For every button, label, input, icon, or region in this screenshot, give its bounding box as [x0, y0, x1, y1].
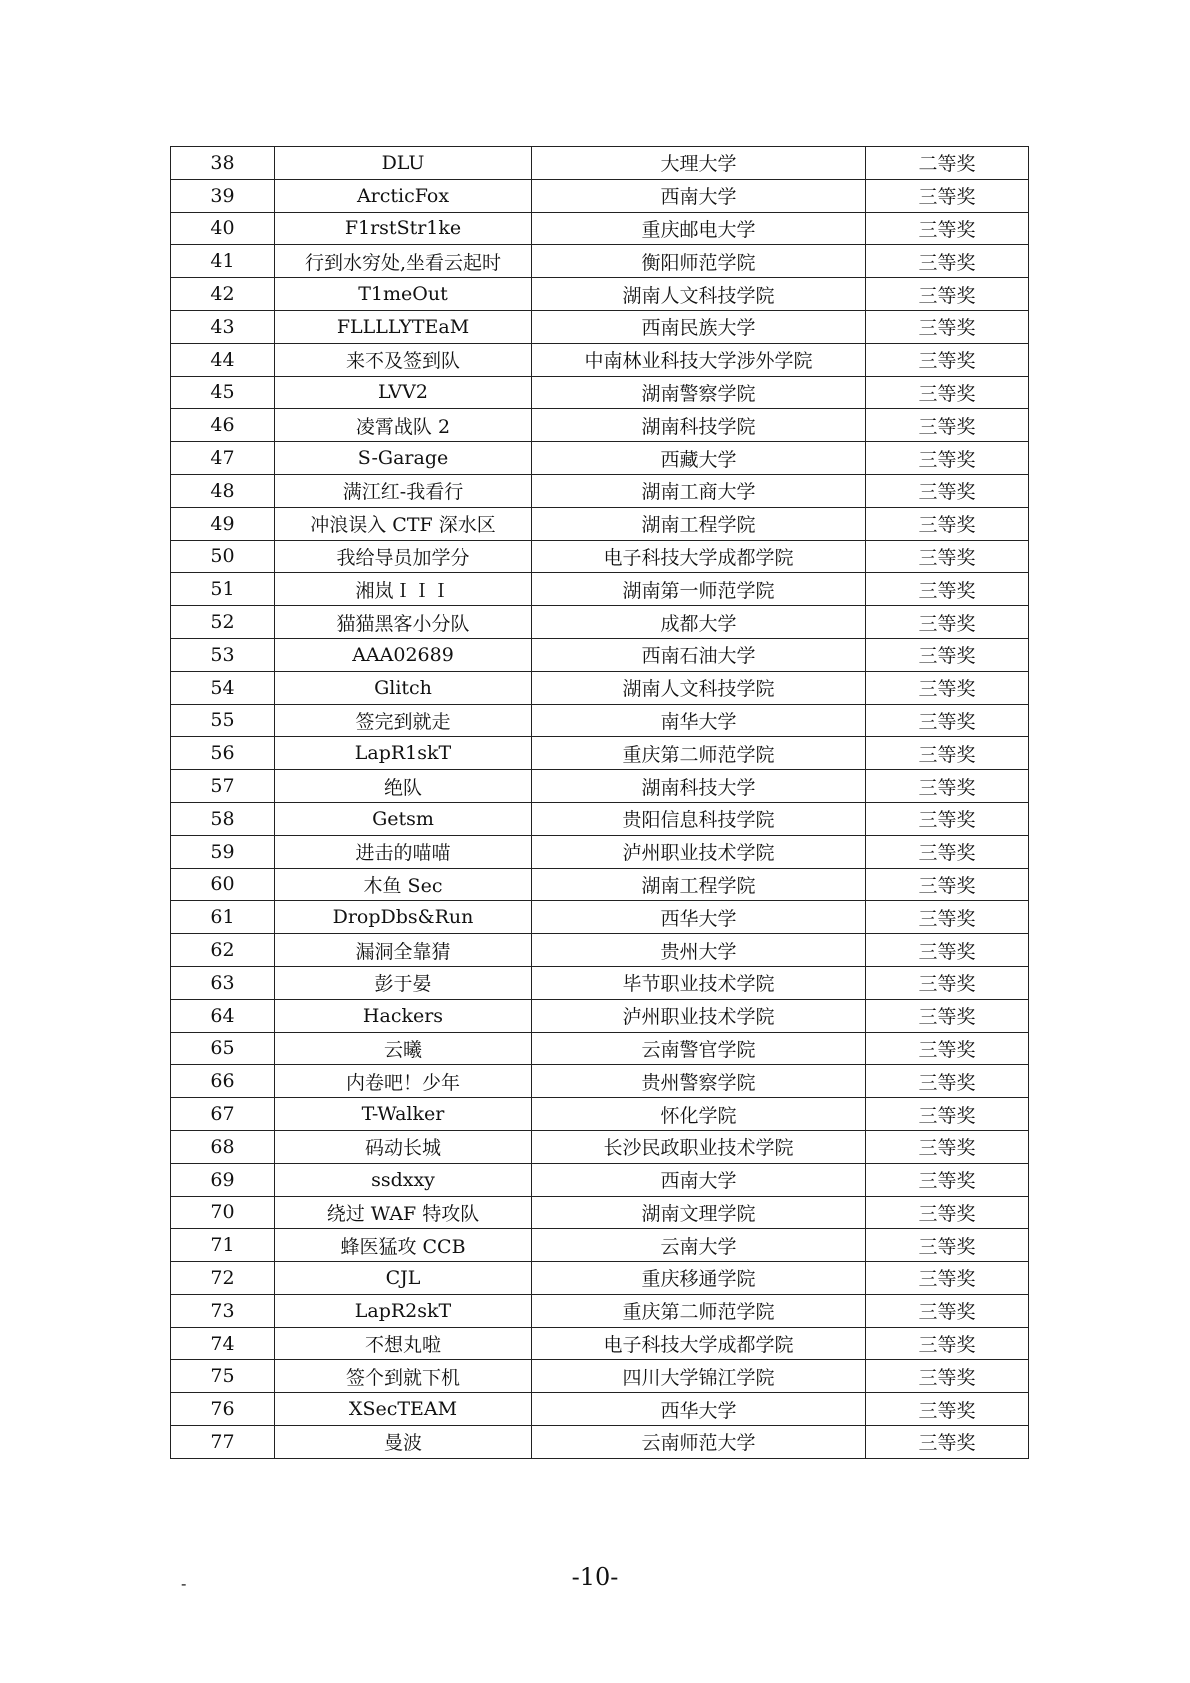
- school-cell: 四川大学锦江学院: [532, 1360, 866, 1393]
- school-cell: 湖南工程学院: [532, 507, 866, 540]
- row-number-cell: 67: [171, 1098, 275, 1131]
- table-row: [171, 1327, 1029, 1360]
- row-number-cell: 63: [171, 966, 275, 999]
- award-cell: 二等奖: [866, 147, 1029, 180]
- school-cell: 西华大学: [532, 901, 866, 934]
- table-row: [171, 343, 1029, 376]
- award-cell: 三等奖: [866, 901, 1029, 934]
- school-cell: 湖南工商大学: [532, 474, 866, 507]
- award-cell: 三等奖: [866, 1360, 1029, 1393]
- table-row: [171, 638, 1029, 671]
- award-table-body: [171, 147, 1029, 1459]
- row-number-cell: 56: [171, 737, 275, 770]
- school-cell: 贵州大学: [532, 934, 866, 967]
- award-cell: 三等奖: [866, 1327, 1029, 1360]
- table-row: [171, 1360, 1029, 1393]
- school-cell: 重庆第二师范学院: [532, 737, 866, 770]
- award-cell: 三等奖: [866, 638, 1029, 671]
- award-cell: 三等奖: [866, 507, 1029, 540]
- team-name-cell: Hackers: [275, 999, 532, 1032]
- table-row: [171, 835, 1029, 868]
- award-cell: 三等奖: [866, 606, 1029, 639]
- school-cell: 衡阳师范学院: [532, 245, 866, 278]
- row-number-cell: 70: [171, 1196, 275, 1229]
- team-name-cell: 行到水穷处,坐看云起时: [275, 245, 532, 278]
- award-cell: 三等奖: [866, 1229, 1029, 1262]
- row-number-cell: 40: [171, 212, 275, 245]
- row-number-cell: 68: [171, 1130, 275, 1163]
- row-number-cell: 60: [171, 868, 275, 901]
- team-name-cell: 湘岚ＩＩＩ: [275, 573, 532, 606]
- table-row: [171, 1065, 1029, 1098]
- row-number-cell: 50: [171, 540, 275, 573]
- award-cell: 三等奖: [866, 737, 1029, 770]
- school-cell: 湖南科技学院: [532, 409, 866, 442]
- team-name-cell: CJL: [275, 1262, 532, 1295]
- school-cell: 长沙民政职业技术学院: [532, 1130, 866, 1163]
- school-cell: 泸州职业技术学院: [532, 835, 866, 868]
- team-name-cell: S-Garage: [275, 442, 532, 475]
- team-name-cell: 签完到就走: [275, 704, 532, 737]
- team-name-cell: XSecTEAM: [275, 1393, 532, 1426]
- team-name-cell: 我给导员加学分: [275, 540, 532, 573]
- row-number-cell: 39: [171, 179, 275, 212]
- team-name-cell: 冲浪误入 CTF 深水区: [275, 507, 532, 540]
- row-number-cell: 57: [171, 770, 275, 803]
- school-cell: 电子科技大学成都学院: [532, 540, 866, 573]
- award-cell: 三等奖: [866, 179, 1029, 212]
- table-row: [171, 179, 1029, 212]
- team-name-cell: ssdxxy: [275, 1163, 532, 1196]
- table-row: [171, 1262, 1029, 1295]
- school-cell: 中南林业科技大学涉外学院: [532, 343, 866, 376]
- table-row: [171, 1426, 1029, 1459]
- team-name-cell: Getsm: [275, 802, 532, 835]
- award-cell: 三等奖: [866, 474, 1029, 507]
- school-cell: 重庆移通学院: [532, 1262, 866, 1295]
- award-cell: 三等奖: [866, 573, 1029, 606]
- table-row: [171, 147, 1029, 180]
- row-number-cell: 45: [171, 376, 275, 409]
- table-row: [171, 1229, 1029, 1262]
- team-name-cell: DropDbs&Run: [275, 901, 532, 934]
- award-cell: 三等奖: [866, 1262, 1029, 1295]
- team-name-cell: 来不及签到队: [275, 343, 532, 376]
- award-table: [170, 146, 1029, 1459]
- school-cell: 电子科技大学成都学院: [532, 1327, 866, 1360]
- row-number-cell: 43: [171, 310, 275, 343]
- school-cell: 贵阳信息科技学院: [532, 802, 866, 835]
- school-cell: 西南大学: [532, 1163, 866, 1196]
- team-name-cell: 不想丸啦: [275, 1327, 532, 1360]
- row-number-cell: 76: [171, 1393, 275, 1426]
- school-cell: 成都大学: [532, 606, 866, 639]
- table-row: [171, 802, 1029, 835]
- row-number-cell: 53: [171, 638, 275, 671]
- table-row: [171, 507, 1029, 540]
- team-name-cell: 签个到就下机: [275, 1360, 532, 1393]
- row-number-cell: 66: [171, 1065, 275, 1098]
- table-row: [171, 868, 1029, 901]
- row-number-cell: 77: [171, 1426, 275, 1459]
- team-name-cell: 绝队: [275, 770, 532, 803]
- row-number-cell: 47: [171, 442, 275, 475]
- team-name-cell: T-Walker: [275, 1098, 532, 1131]
- row-number-cell: 74: [171, 1327, 275, 1360]
- row-number-cell: 61: [171, 901, 275, 934]
- school-cell: 西华大学: [532, 1393, 866, 1426]
- table-row: [171, 737, 1029, 770]
- team-name-cell: 内卷吧！少年: [275, 1065, 532, 1098]
- table-row: [171, 704, 1029, 737]
- award-cell: 三等奖: [866, 1426, 1029, 1459]
- award-cell: 三等奖: [866, 999, 1029, 1032]
- team-name-cell: ArcticFox: [275, 179, 532, 212]
- school-cell: 云南师范大学: [532, 1426, 866, 1459]
- row-number-cell: 58: [171, 802, 275, 835]
- award-cell: 三等奖: [866, 868, 1029, 901]
- row-number-cell: 46: [171, 409, 275, 442]
- school-cell: 湖南警察学院: [532, 376, 866, 409]
- team-name-cell: 漏洞全靠猜: [275, 934, 532, 967]
- table-row: [171, 770, 1029, 803]
- table-row: [171, 901, 1029, 934]
- school-cell: 云南警官学院: [532, 1032, 866, 1065]
- table-row: [171, 540, 1029, 573]
- award-cell: 三等奖: [866, 1065, 1029, 1098]
- award-cell: 三等奖: [866, 770, 1029, 803]
- team-name-cell: LVV2: [275, 376, 532, 409]
- award-cell: 三等奖: [866, 376, 1029, 409]
- school-cell: 西南民族大学: [532, 310, 866, 343]
- page-number: -10-: [571, 1563, 619, 1591]
- award-cell: 三等奖: [866, 835, 1029, 868]
- table-row: [171, 212, 1029, 245]
- award-cell: 三等奖: [866, 966, 1029, 999]
- school-cell: 重庆第二师范学院: [532, 1294, 866, 1327]
- school-cell: 西藏大学: [532, 442, 866, 475]
- school-cell: 泸州职业技术学院: [532, 999, 866, 1032]
- row-number-cell: 52: [171, 606, 275, 639]
- row-number-cell: 73: [171, 1294, 275, 1327]
- team-name-cell: 蜂医猛攻 CCB: [275, 1229, 532, 1262]
- row-number-cell: 42: [171, 278, 275, 311]
- row-number-cell: 51: [171, 573, 275, 606]
- table-row: [171, 1196, 1029, 1229]
- team-name-cell: F1rstStr1ke: [275, 212, 532, 245]
- award-cell: 三等奖: [866, 934, 1029, 967]
- table-row: [171, 1163, 1029, 1196]
- team-name-cell: 凌霄战队 2: [275, 409, 532, 442]
- award-cell: 三等奖: [866, 1294, 1029, 1327]
- award-cell: 三等奖: [866, 278, 1029, 311]
- award-cell: 三等奖: [866, 212, 1029, 245]
- footer-mark: -: [181, 1574, 187, 1593]
- award-cell: 三等奖: [866, 540, 1029, 573]
- award-cell: 三等奖: [866, 1032, 1029, 1065]
- table-row: [171, 1098, 1029, 1131]
- school-cell: 湖南第一师范学院: [532, 573, 866, 606]
- award-cell: 三等奖: [866, 1163, 1029, 1196]
- school-cell: 贵州警察学院: [532, 1065, 866, 1098]
- team-name-cell: 曼波: [275, 1426, 532, 1459]
- team-name-cell: T1meOut: [275, 278, 532, 311]
- row-number-cell: 44: [171, 343, 275, 376]
- team-name-cell: 码动长城: [275, 1130, 532, 1163]
- table-row: [171, 966, 1029, 999]
- team-name-cell: 云曦: [275, 1032, 532, 1065]
- row-number-cell: 54: [171, 671, 275, 704]
- school-cell: 湖南工程学院: [532, 868, 866, 901]
- school-cell: 湖南文理学院: [532, 1196, 866, 1229]
- table-row: [171, 999, 1029, 1032]
- table-row: [171, 474, 1029, 507]
- table-row: [171, 376, 1029, 409]
- table-row: [171, 442, 1029, 475]
- row-number-cell: 49: [171, 507, 275, 540]
- row-number-cell: 55: [171, 704, 275, 737]
- award-cell: 三等奖: [866, 704, 1029, 737]
- table-row: [171, 310, 1029, 343]
- award-cell: 三等奖: [866, 442, 1029, 475]
- school-cell: 云南大学: [532, 1229, 866, 1262]
- school-cell: 湖南人文科技学院: [532, 671, 866, 704]
- school-cell: 西南石油大学: [532, 638, 866, 671]
- school-cell: 毕节职业技术学院: [532, 966, 866, 999]
- table-row: [171, 573, 1029, 606]
- award-cell: 三等奖: [866, 1393, 1029, 1426]
- team-name-cell: FLLLLYTEaM: [275, 310, 532, 343]
- row-number-cell: 65: [171, 1032, 275, 1065]
- row-number-cell: 41: [171, 245, 275, 278]
- team-name-cell: 彭于晏: [275, 966, 532, 999]
- table-row: [171, 409, 1029, 442]
- row-number-cell: 59: [171, 835, 275, 868]
- school-cell: 南华大学: [532, 704, 866, 737]
- table-row: [171, 1294, 1029, 1327]
- row-number-cell: 69: [171, 1163, 275, 1196]
- school-cell: 大理大学: [532, 147, 866, 180]
- row-number-cell: 38: [171, 147, 275, 180]
- team-name-cell: 进击的喵喵: [275, 835, 532, 868]
- team-name-cell: 猫猫黑客小分队: [275, 606, 532, 639]
- team-name-cell: Glitch: [275, 671, 532, 704]
- table-row: [171, 245, 1029, 278]
- award-cell: 三等奖: [866, 802, 1029, 835]
- team-name-cell: DLU: [275, 147, 532, 180]
- team-name-cell: 满江红-我看行: [275, 474, 532, 507]
- team-name-cell: 木鱼 Sec: [275, 868, 532, 901]
- table-row: [171, 1393, 1029, 1426]
- team-name-cell: LapR1skT: [275, 737, 532, 770]
- row-number-cell: 48: [171, 474, 275, 507]
- table-row: [171, 934, 1029, 967]
- team-name-cell: 绕过 WAF 特攻队: [275, 1196, 532, 1229]
- row-number-cell: 71: [171, 1229, 275, 1262]
- award-cell: 三等奖: [866, 310, 1029, 343]
- school-cell: 重庆邮电大学: [532, 212, 866, 245]
- award-cell: 三等奖: [866, 671, 1029, 704]
- award-cell: 三等奖: [866, 1196, 1029, 1229]
- school-cell: 西南大学: [532, 179, 866, 212]
- award-cell: 三等奖: [866, 1098, 1029, 1131]
- table-row: [171, 1032, 1029, 1065]
- team-name-cell: AAA02689: [275, 638, 532, 671]
- row-number-cell: 75: [171, 1360, 275, 1393]
- table-row: [171, 606, 1029, 639]
- table-row: [171, 1130, 1029, 1163]
- team-name-cell: LapR2skT: [275, 1294, 532, 1327]
- award-cell: 三等奖: [866, 343, 1029, 376]
- row-number-cell: 62: [171, 934, 275, 967]
- school-cell: 湖南人文科技学院: [532, 278, 866, 311]
- table-row: [171, 671, 1029, 704]
- award-cell: 三等奖: [866, 245, 1029, 278]
- table-row: [171, 278, 1029, 311]
- award-cell: 三等奖: [866, 409, 1029, 442]
- award-cell: 三等奖: [866, 1130, 1029, 1163]
- school-cell: 湖南科技大学: [532, 770, 866, 803]
- school-cell: 怀化学院: [532, 1098, 866, 1131]
- row-number-cell: 72: [171, 1262, 275, 1295]
- row-number-cell: 64: [171, 999, 275, 1032]
